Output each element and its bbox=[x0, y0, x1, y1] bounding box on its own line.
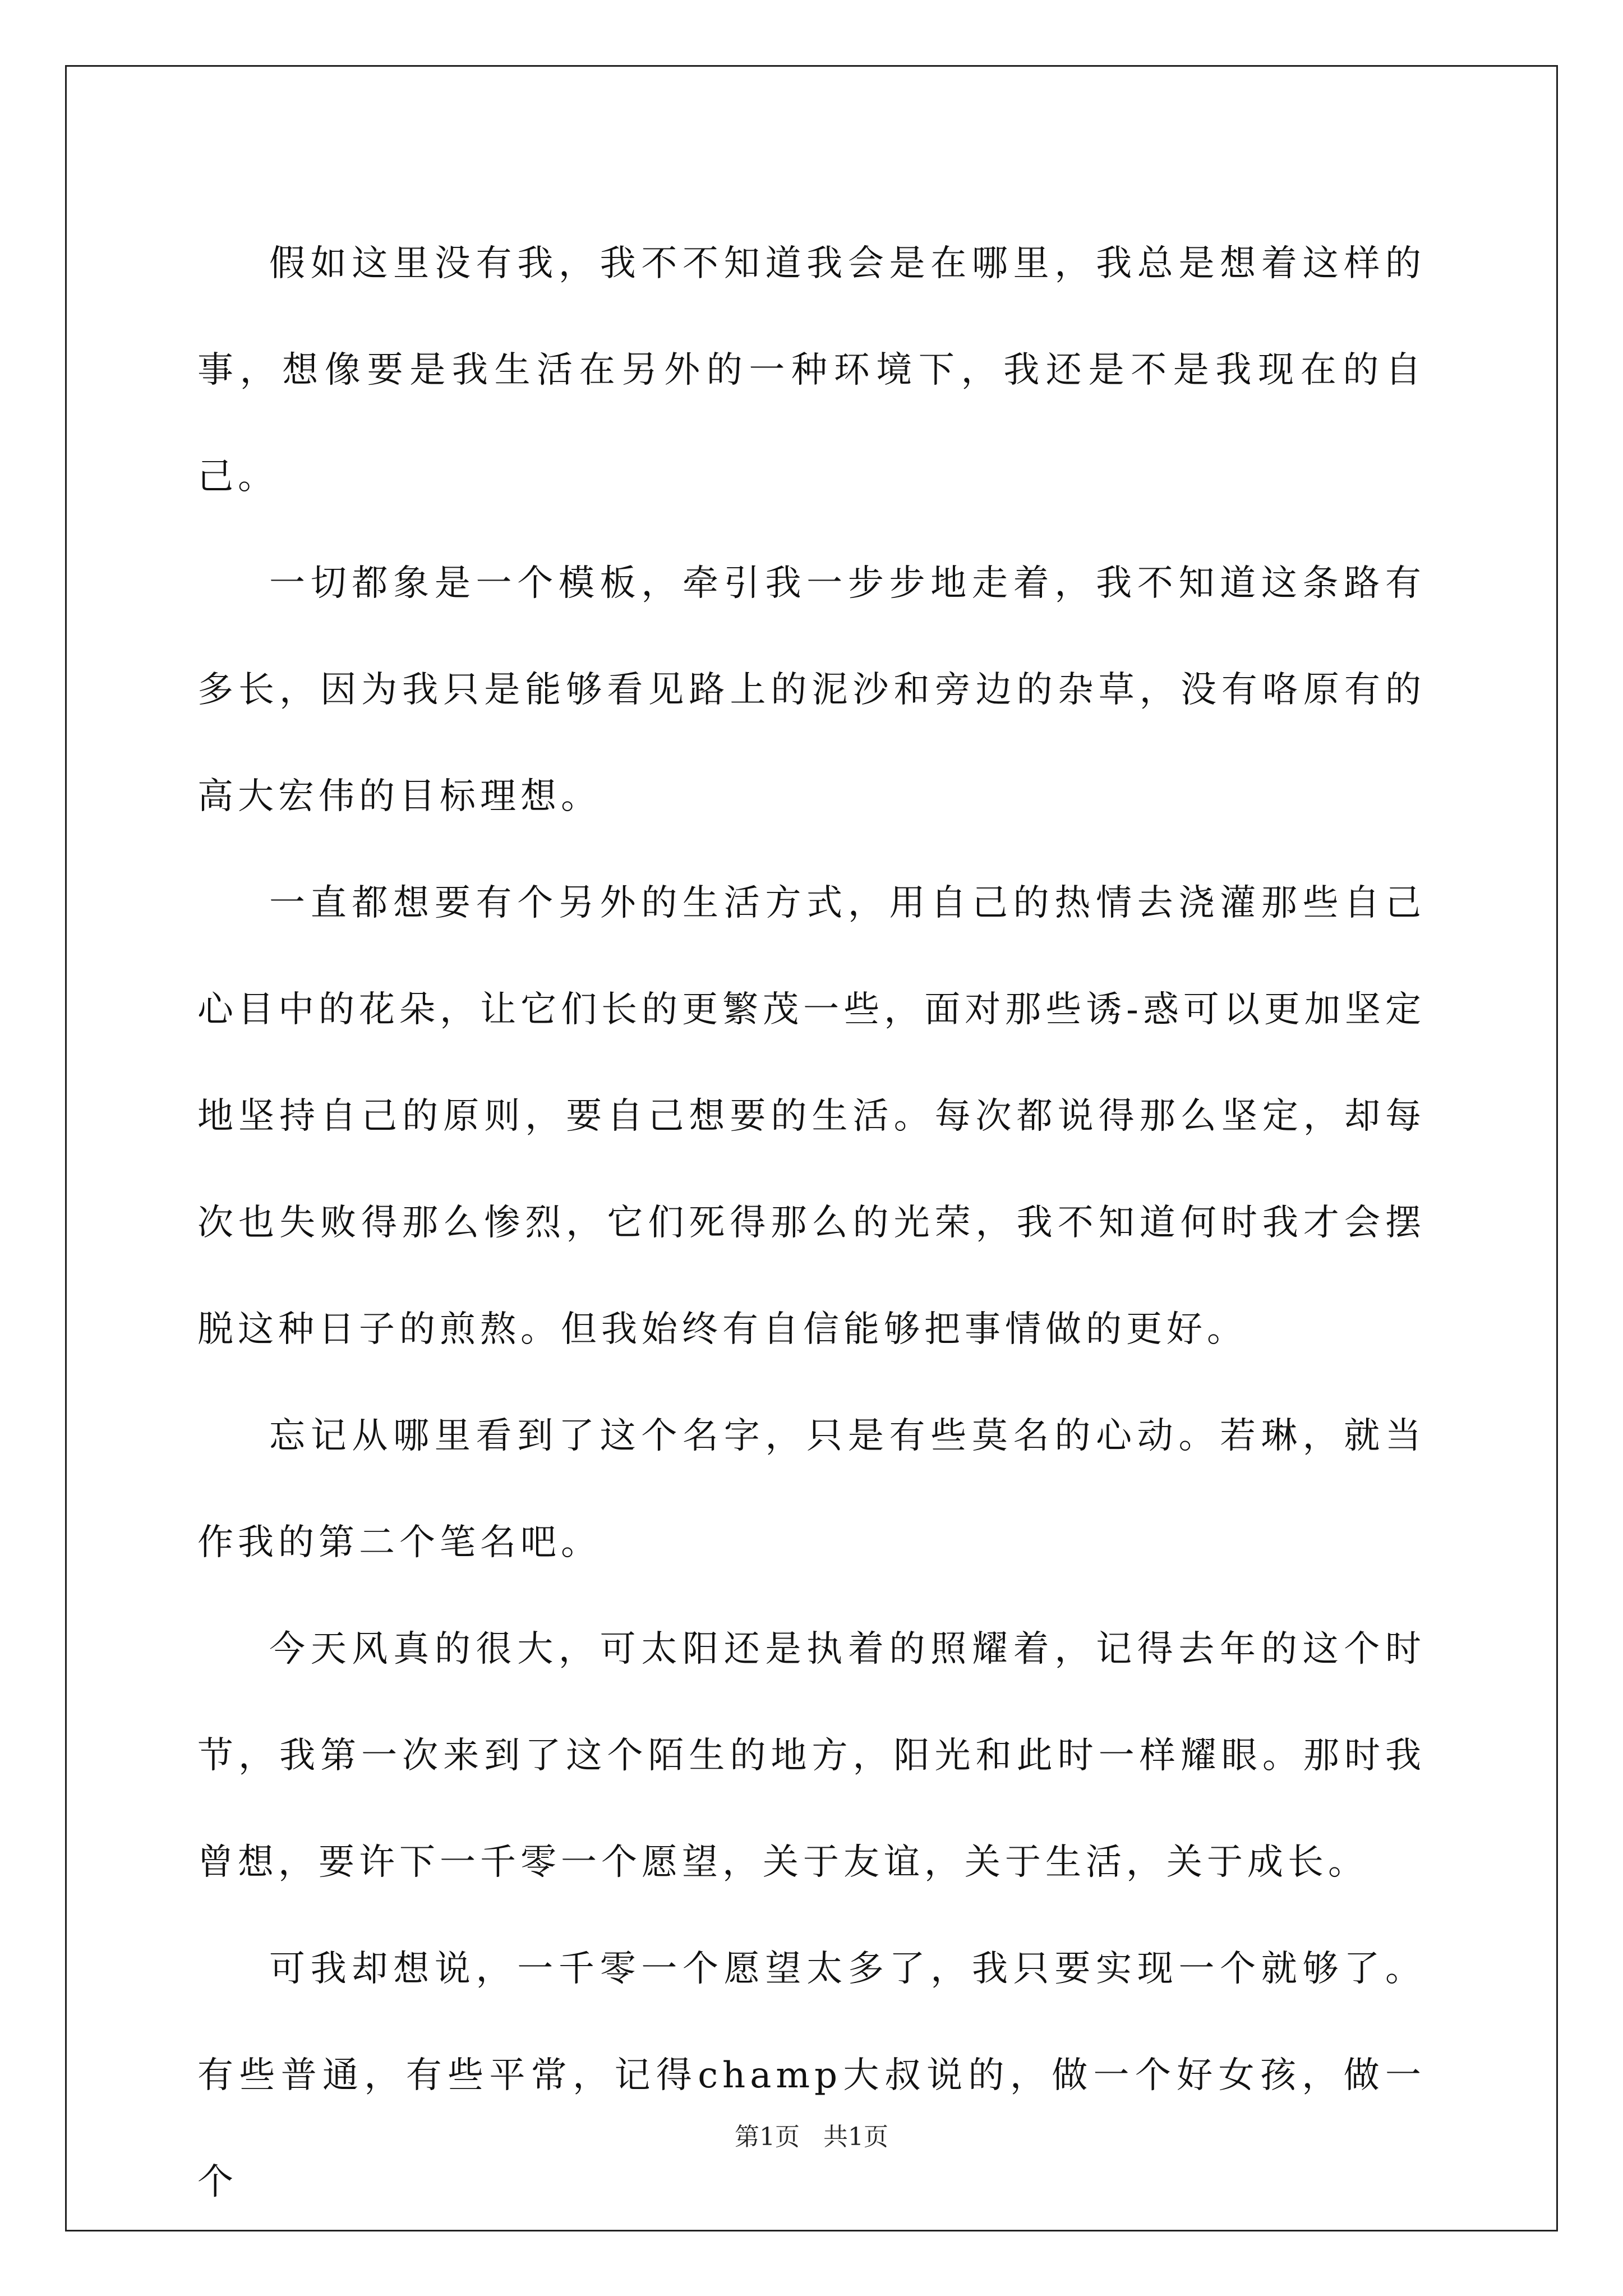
paragraph: 可我却想说，一千零一个愿望太多了，我只要实现一个就够了。有些普通，有些平常，记得champ大叔说的，做一个好女孩，做一个 bbox=[197, 1948, 1426, 2203]
paragraph: 今天风真的很大，可太阳还是执着的照耀着，记得去年的这个时节，我第一次来到了这个陌生的地方，阳光和此时一样耀眼。那时我曾想，要许下一千零一个愿望，关于友谊，关于生活，关于成长。 bbox=[197, 1628, 1426, 1883]
paragraph: 一直都想要有个另外的生活方式，用自己的热情去浇灌那些自己心目中的花朵，让它们长的更繁茂一些，面对那些诱-惑可以更加坚定地坚持自己的原则，要自己想要的生活。每次都说得那么坚定，却每次也失败得那么惨烈，它们死得那么的光荣，我不知道何时我才会摆脱这种日子的煎熬。但我始终有自信能够把事情做的更好。 bbox=[197, 882, 1426, 1350]
document-body bbox=[197, 210, 1426, 2235]
paragraph: 一切都象是一个模板，牵引我一步步地走着，我不知道这条路有多长，因为我只是能够看见路上的泥沙和旁边的杂草，没有咯原有的高大宏伟的目标理想。 bbox=[197, 563, 1426, 817]
page-number-footer: 第1页 共1页 bbox=[735, 2123, 888, 2151]
paragraph: 忘记从哪里看到了这个名字，只是有些莫名的心动。若琳，就当作我的第二个笔名吧。 bbox=[197, 1415, 1426, 1563]
paragraph: 假如这里没有我，我不不知道我会是在哪里，我总是想着这样的事，想像要是我生活在另外的一种环境下，我还是不是我现在的自己。 bbox=[197, 243, 1426, 498]
